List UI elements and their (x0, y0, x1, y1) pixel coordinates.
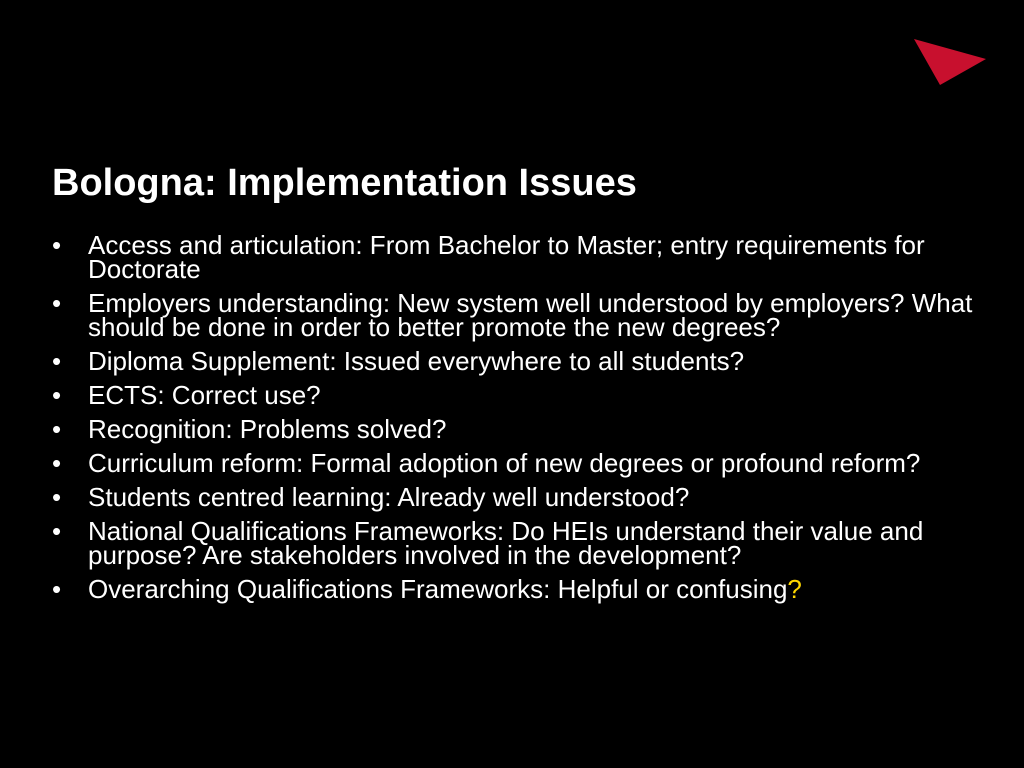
bullet-item-national-qualifications-frameworks (50, 516, 990, 570)
red-triangle-logo-icon (914, 39, 986, 85)
bullet-text: ECTS: Correct use? (88, 380, 321, 410)
bullet-text: Students centred learning: Already well understood? (88, 482, 690, 512)
bullet-marker: • (52, 448, 62, 478)
bullet-marker: • (52, 574, 62, 604)
bullet-item-employers-understanding (50, 288, 990, 342)
bullet-text: Employers understanding: New system well understood by employers? What should be done in order to better promote the new degrees? (88, 288, 973, 342)
highlighted-question-mark: ? (787, 574, 802, 604)
bullet-list (50, 230, 990, 611)
bullet-marker: • (52, 414, 62, 444)
bullet-marker: • (52, 516, 62, 546)
bullet-marker: • (52, 380, 62, 410)
bullet-item-diploma-supplement (50, 346, 990, 376)
bullet-item-ects (50, 380, 990, 410)
bullet-text: National Qualifications Frameworks: Do HEIs understand their value and purpose? Are stakeholders involved in the development? (88, 516, 924, 570)
bullet-marker: • (52, 288, 62, 318)
bullet-text: Access and articulation: From Bachelor to Master; entry requirements for Doctorate (88, 230, 925, 284)
bullet-text: Overarching Qualifications Frameworks: Helpful or confusing (88, 574, 788, 604)
bullet-marker: • (52, 346, 62, 376)
bullet-marker: • (52, 230, 62, 260)
bullet-item-student-centred-learning (50, 482, 990, 512)
slide-title: Bologna: Implementation Issues (52, 162, 637, 204)
bullet-item-curriculum-reform (50, 448, 990, 478)
bullet-text: Recognition: Problems solved? (88, 414, 447, 444)
bullet-marker: • (52, 482, 62, 512)
bullet-text: Diploma Supplement: Issued everywhere to all students? (88, 346, 745, 376)
bullet-item-recognition (50, 414, 990, 444)
bullet-item-access-articulation (50, 230, 990, 284)
bullet-item-overarching-qualifications-frameworks (50, 574, 990, 604)
bullet-text: Curriculum reform: Formal adoption of new degrees or profound reform? (88, 448, 921, 478)
